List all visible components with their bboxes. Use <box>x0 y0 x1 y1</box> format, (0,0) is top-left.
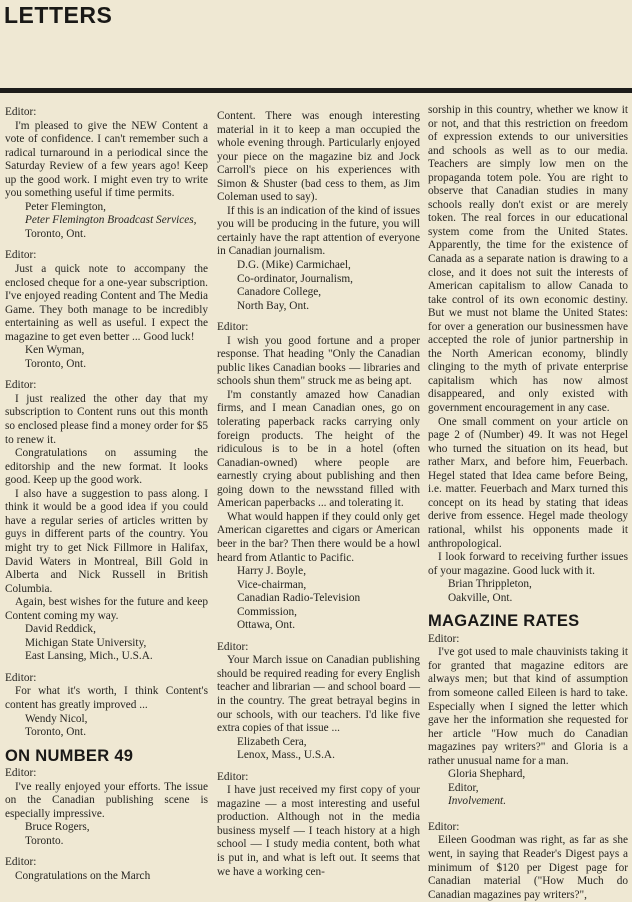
page-title: LETTERS <box>4 2 113 28</box>
letter-signature <box>217 259 420 313</box>
signature-line: Oakville, Ont. <box>448 591 513 604</box>
signature-line: East Lansing, Mich., U.S.A. <box>25 650 153 663</box>
signature-line: North Bay, Ont. <box>237 299 310 312</box>
signature-line: Editor, <box>448 781 479 794</box>
letter-salutation: Editor: <box>5 671 37 684</box>
letter-paragraph: Content. There was enough interesting material in it to keep a man occupied the whole evening through. Particularly enjoyed your piece on the magazine biz and Jock Carroll's piece on his experiences with Simon & Shuster (bad cess to them, as Jim Coleman used to say). <box>217 110 420 204</box>
header-rule <box>0 88 632 93</box>
signature-line: Michigan State University, <box>25 636 147 649</box>
signature-line: Toronto, Ont. <box>25 357 87 370</box>
signature-line: Peter Flemington, <box>25 200 106 213</box>
letter-signature <box>5 821 208 848</box>
letter-signature <box>217 736 420 763</box>
letter-paragraph: If this is an indication of the kind of issues you will be producing in the future, you will certainly have the rapt attention of everyone in Canadian journalism. <box>217 204 420 258</box>
signature-line: Ottawa, Ont. <box>237 619 296 632</box>
letter-salutation: Editor: <box>5 249 37 262</box>
letter-salutation: Editor: <box>5 106 37 118</box>
letter-paragraph: sorship in this country, whether we know it or not, and that this restriction on freedom of expression extends to our universities and schools as well as to our media. Teachers are simply low men on the propaganda totem pole. You are right to observe that Canadian studies in many schools really don't exist or are merely token. The real forces in our educational system come from the United States. Apparently, the time for the existence of Canada as a separate nation is drawing to a close, and it does not suit the interests of American capitalism to allow Canada to take control of its own economic destiny. But we must not blame the United States: for over a generation our businessmen have accepted the role of junior partnership in the North American economy, blindly clinging to the myth of private enterprise capitalism which has now almost disappeared, and only existed with government encouragement in any case. <box>428 104 628 415</box>
letter-paragraph: Again, best wishes for the future and keep Content coming my way. <box>5 596 208 622</box>
letter-signature <box>428 768 628 809</box>
signature-line: Toronto, Ont. <box>25 227 87 240</box>
letter-salutation: Editor: <box>428 632 460 645</box>
letter-paragraph: Congratulations on assuming the editorship and the new format. It looks good. Keep up the good work. <box>5 447 208 487</box>
signature-line: D.G. (Mike) Carmichael, <box>237 259 351 272</box>
signature-line: Toronto, Ont. <box>25 726 87 739</box>
signature-line: Lenox, Mass., U.S.A. <box>237 749 335 762</box>
section-heading: ON NUMBER 49 <box>5 746 134 765</box>
letter-paragraph: For what it's worth, I think Content's content has greatly improved ... <box>5 685 208 711</box>
letter-signature <box>5 623 208 664</box>
letter-paragraph: I wish you good fortune and a proper response. That heading "Only the Canadian public likes Canadian books — libraries and schools shun them" struck me as being apt. <box>217 334 420 388</box>
signature-line: Gloria Shephard, <box>448 768 526 781</box>
letter-paragraph: Congratulations on the March <box>15 869 151 882</box>
signature-line: David Reddick, <box>25 623 96 636</box>
signature-line: Canadore College, <box>237 286 322 299</box>
letter-paragraph: Eileen Goodman was right, as far as she went, in saying that Reader's Digest pays a minimum of $120 per Digest page for Canadian material ("How Much do Canadian magazines pay writers?", <box>428 834 628 901</box>
signature-line: Harry J. Boyle, <box>237 565 307 578</box>
signature-line: Ken Wyman, <box>25 344 85 357</box>
signature-line: Canadian Radio-Television Commission, <box>237 592 361 618</box>
signature-line: Involvement. <box>448 795 507 808</box>
letter-signature <box>428 578 628 605</box>
letter-signature <box>217 565 420 633</box>
signature-line: Peter Flemington Broadcast Services, <box>25 214 197 227</box>
column-2 <box>217 110 420 879</box>
signature-line: Bruce Rogers, <box>25 821 90 834</box>
letter-signature <box>5 713 208 740</box>
letter-paragraph: Your March issue on Canadian publishing should be required reading for every English teacher and librarian — and school board — in the country. The great betrayal begins in our schools, with our teachers. I'd like five extra copies of that issue ... <box>217 654 420 735</box>
letter-salutation: Editor: <box>5 379 37 392</box>
letter-signature <box>5 344 208 371</box>
signature-line: Elizabeth Cera, <box>237 735 307 748</box>
signature-line: Wendy Nicol, <box>25 712 88 725</box>
letter-paragraph: I also have a suggestion to pass along. I think it would be a good idea if you could have a regular series of articles written by guys in different parts of the country. You might try to get Nick Fillmore in Halifax, David Waters in Montreal, Bill Gold in Alberta and Nick Russell in British Columbia. <box>5 487 208 595</box>
letter-salutation: Editor: <box>217 321 249 334</box>
letter-paragraph: I have just received my first copy of your magazine — a most interesting and useful production. Although not in the media business myself — I teach history at a high school — I study media content, both what is put in, and what is left out. It seems that we have a working cen- <box>217 784 420 878</box>
letter-salutation: Editor: <box>5 767 37 780</box>
letter-salutation: Editor: <box>5 856 37 869</box>
column-1 <box>5 106 208 884</box>
column-3 <box>428 104 628 902</box>
letter-paragraph: Just a quick note to accompany the enclosed cheque for a one-year subscription. I've enjoyed reading Content and The Media Game. They both manage to be incredibly entertaining as well as useful. I expect the magazine to get even better ... Good luck! <box>5 263 208 343</box>
signature-line: Co-ordinator, Journalism, <box>237 272 353 285</box>
letter-paragraph: What would happen if they could only get American cigarettes and cigars or American beer in the bar? Then there would be a howl heard from Atlantic to Pacific. <box>217 510 420 564</box>
letter-paragraph: I'm pleased to give the NEW Content a vote of confidence. I can't remember such a radical turnaround in a periodical since the Saturday Review of a few years ago! Keep up the good work. I might even try to write you something useful if time permits. <box>5 119 208 200</box>
signature-line: Toronto. <box>25 834 64 847</box>
signature-line: Vice-chairman, <box>237 578 307 591</box>
letter-salutation: Editor: <box>428 820 460 833</box>
letter-salutation: Editor: <box>217 770 249 783</box>
letter-salutation: Editor: <box>217 640 249 653</box>
letter-signature <box>5 201 208 242</box>
letter-paragraph: I've got used to male chauvinists taking it for granted that magazine editors are always men; but that kind of assumption from someone called Eileen is hard to take. Especially when I signed the letter which gave her the information she requested for her article "How much do Canadian magazines pay writers?" and Gloria is a rather unusual name for a man. <box>428 646 628 767</box>
letter-paragraph: I just realized the other day that my subscription to Content runs out this month so enclosed please find a money order for $5 to renew it. <box>5 392 208 446</box>
letter-paragraph: I'm constantly amazed how Canadian firms, and I mean Canadian ones, go on tolerating paperback racks carrying only foreign products. The height of the ridiculous is to be in a hotel (often Canadian-owned) where people are earnestly crying about publishing and then going down to the newsstand filled with American paperbacks ... and tolerating it. <box>217 388 420 510</box>
section-heading: MAGAZINE RATES <box>428 612 580 631</box>
letter-paragraph: I've really enjoyed your efforts. The issue on the Canadian publishing scene is especially impressive. <box>5 780 208 820</box>
letter-paragraph: One small comment on your article on page 2 of (Number) 49. It was not Hegel who turned the situation on its head, but rather Marx, and before him, Feuerbach. Hegel stated that Idea came before Being, i.e. matter. Feuerbach and Marx turned this concept on its head by stating that ideas derive from essence. Hegel made theology rational, whilst his opponents made it anthropological. <box>428 415 628 550</box>
letter-paragraph: I look forward to receiving further issues of your magazine. Good luck with it. <box>428 551 628 577</box>
signature-line: Brian Thrippleton, <box>448 578 532 591</box>
